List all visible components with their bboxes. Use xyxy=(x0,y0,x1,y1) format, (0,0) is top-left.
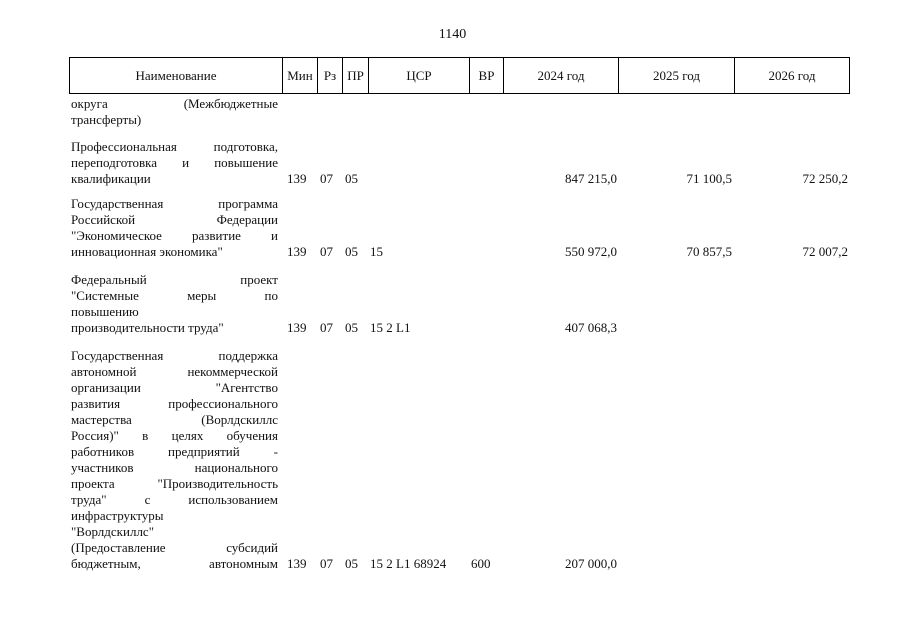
row-name-word: и xyxy=(271,228,278,243)
row-name xyxy=(71,272,278,336)
row-name-word: и xyxy=(182,155,190,170)
cell-y2025: 70 857,5 xyxy=(686,244,732,259)
row-name-word: программа xyxy=(218,196,278,211)
row-name-word: округа xyxy=(71,96,108,111)
header-pr: ПР xyxy=(343,58,369,93)
row-name-word: предприятий xyxy=(168,444,240,459)
cell-min: 139 xyxy=(287,556,307,571)
row-name-word: национального xyxy=(194,460,278,475)
header-min: Мин xyxy=(283,58,318,93)
row-name-word: Государственная xyxy=(71,196,164,211)
cell-pr: 05 xyxy=(345,556,358,571)
cell-y2024: 550 972,0 xyxy=(565,244,617,259)
cell-rz: 07 xyxy=(320,244,333,259)
row-name-word: Федеральный xyxy=(71,272,147,287)
row-name-word: (Межбюджетные xyxy=(183,96,278,111)
cell-csr: 15 2 L1 xyxy=(370,320,411,335)
row-name-word: проекта xyxy=(71,476,115,491)
row-name-word: (Ворлдскиллс xyxy=(201,412,278,427)
row-name xyxy=(71,139,278,187)
row-name-word: использованием xyxy=(188,492,278,507)
cell-csr: 15 xyxy=(370,244,383,259)
row-name-word: организации xyxy=(71,380,141,395)
cell-rz: 07 xyxy=(320,556,333,571)
cell-pr: 05 xyxy=(345,244,358,259)
cell-rz: 07 xyxy=(320,320,333,335)
cell-csr: 15 2 L1 68924 xyxy=(370,556,447,571)
row-name-word: обучения xyxy=(226,428,278,443)
page-number: 1140 xyxy=(438,27,467,42)
row-name-word: инновационная экономика" xyxy=(71,244,223,259)
cell-rz: 07 xyxy=(320,171,333,186)
header-rz: Рз xyxy=(318,58,343,93)
cell-min: 139 xyxy=(287,320,307,335)
row-name-word: - xyxy=(273,444,278,459)
row-name-word: поддержка xyxy=(218,348,278,363)
row-name-word: меры xyxy=(187,288,217,303)
header-vr: ВР xyxy=(470,58,504,93)
row-name-word: некоммерческой xyxy=(187,364,278,379)
cell-min: 139 xyxy=(287,171,307,186)
row-name-word: целях xyxy=(171,428,204,443)
row-name-word: Российской xyxy=(71,212,136,227)
row-name-word: трансферты) xyxy=(71,112,142,127)
row-name-word: бюджетным, xyxy=(71,556,141,571)
header-name: Наименование xyxy=(70,58,283,93)
header-2026: 2026 год xyxy=(768,67,816,83)
row-name-word: "Производительность xyxy=(157,476,278,491)
row-name-word: Государственная xyxy=(71,348,164,363)
row-name-word: переподготовка xyxy=(71,155,158,170)
table-header xyxy=(69,57,850,94)
row-name-word: с xyxy=(144,492,151,507)
row-name-word: в xyxy=(142,428,149,443)
row-name-word: Федерации xyxy=(216,212,278,227)
row-name-word: автономной xyxy=(71,364,137,379)
header-2024: 2024 год xyxy=(504,58,619,93)
row-name-word: "Ворлдскиллс" xyxy=(71,524,155,539)
row-name-word: развитие xyxy=(192,228,241,243)
row-name-word: повышение xyxy=(214,155,278,170)
row-name-word: мастерства xyxy=(71,412,132,427)
cell-y2024: 207 000,0 xyxy=(565,556,617,571)
row-name-word: "Экономическое xyxy=(71,228,162,243)
row-name-word: подготовка, xyxy=(213,139,278,154)
cell-pr: 05 xyxy=(345,171,358,186)
row-name xyxy=(71,96,278,128)
row-name-word: проект xyxy=(240,272,278,287)
row-name-word: труда" xyxy=(71,492,107,507)
cell-y2026: 72 007,2 xyxy=(802,244,848,259)
header-2025: 2025 год xyxy=(619,58,735,93)
row-name-word: автономным xyxy=(209,556,278,571)
row-name-word: по xyxy=(264,288,278,303)
cell-y2024: 407 068,3 xyxy=(565,320,617,335)
row-name-word: развития xyxy=(71,396,121,411)
row-name-word: квалификации xyxy=(71,171,151,186)
header-csr: ЦСР xyxy=(369,58,470,93)
row-name-word: работников xyxy=(71,444,135,459)
row-name-word: субсидий xyxy=(226,540,278,555)
row-name-word: Россия)" xyxy=(71,428,119,443)
row-name-word: Профессиональная xyxy=(71,139,177,154)
row-name-word: "Системные xyxy=(71,288,139,303)
row-name-word: профессионального xyxy=(168,396,278,411)
row-name-word: (Предоставление xyxy=(71,540,166,555)
cell-min: 139 xyxy=(287,244,307,259)
cell-y2025: 71 100,5 xyxy=(686,171,732,186)
row-name xyxy=(71,348,278,572)
row-name xyxy=(71,196,278,260)
cell-pr: 05 xyxy=(345,320,358,335)
row-name-word: участников xyxy=(71,460,134,475)
cell-y2026: 72 250,2 xyxy=(802,171,848,186)
cell-vr: 600 xyxy=(471,556,491,571)
row-name-word: производительности труда" xyxy=(71,320,224,335)
row-name-word: "Агентство xyxy=(215,380,278,395)
row-name-word: повышению xyxy=(71,304,139,319)
cell-y2024: 847 215,0 xyxy=(565,171,617,186)
row-name-word: инфраструктуры xyxy=(71,508,164,523)
